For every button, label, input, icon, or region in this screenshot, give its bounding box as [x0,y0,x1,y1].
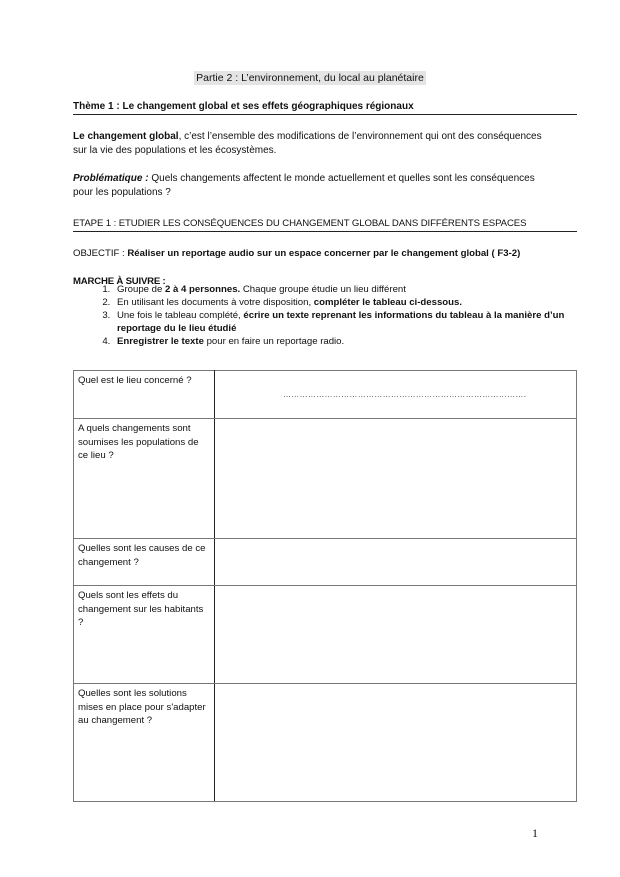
step-text: En utilisant les documents à votre disposition, [117,297,314,308]
page-number: 1 [532,826,538,840]
problematique-paragraph [73,172,553,200]
problematique-label: Problématique : [73,173,149,184]
theme-heading: Thème 1 : Le changement global et ses effets géographiques régionaux [73,101,577,115]
steps-list [73,283,593,348]
step-bold: Enregistrer le texte [117,336,204,347]
answer-cell[interactable] [215,539,577,586]
table-row [74,539,577,586]
step-item [113,335,593,348]
question-cell: Quelles sont les causes de ce changement ? [74,539,215,586]
answer-cell[interactable] [215,586,577,684]
step-text: pour en faire un reportage radio. [203,336,345,347]
step-item [113,309,593,335]
objectif-label: OBJECTIF : [73,248,128,259]
page-title-text: Partie 2 : L’environnement, du local au planétaire [196,72,424,84]
definition-term: Le changement global [73,131,179,142]
step-text: Groupe de [117,284,166,295]
problematique-text: Quels changements affectent le monde actuellement et quelles sont les conséquences pour les populations ? [73,173,535,198]
answer-cell[interactable] [215,371,577,419]
worksheet-table [73,370,577,802]
page-title [0,72,620,84]
marche-heading: MARCHE À SUIVRE : [73,276,166,287]
objectif-line [73,248,577,259]
table-row [74,419,577,539]
table-row [74,586,577,684]
question-cell: Quelles sont les solutions mises en place pour s'adapter au changement ? [74,684,215,802]
step-item [113,296,593,309]
step-text: Une fois le tableau complété, [117,310,244,321]
question-cell: Quel est le lieu concerné ? [74,371,215,419]
answer-dots: ……………………………………………………………………………. [283,390,527,399]
step-item [113,283,593,296]
step-bold: compléter le tableau ci-dessous. [313,297,463,308]
definition-text: , c’est l’ensemble des modifications de l’environnement qui ont des conséquences sur la vie des populations et les écosystèmes. [73,131,542,156]
table-row [74,371,577,419]
definition-paragraph [73,130,553,158]
answer-cell[interactable] [215,419,577,539]
question-cell: Quels sont les effets du changement sur les habitants ? [74,586,215,684]
table-row [74,684,577,802]
answer-cell[interactable] [215,684,577,802]
step-bold: écrire un texte reprenant les informations du tableau à la manière d’un reportage du le lieu étudié [117,310,565,334]
etape-heading: ETAPE 1 : ETUDIER LES CONSÉQUENCES DU CHANGEMENT GLOBAL DANS DIFFÉRENTS ESPACES [73,218,577,232]
step-text: Chaque groupe étudie un lieu différent [240,284,406,295]
question-cell: A quels changements sont soumises les populations de ce lieu ? [74,419,215,539]
objectif-text: Réaliser un reportage audio sur un espace concerner par le changement global ( F3-2) [127,248,521,259]
step-bold: 2 à 4 personnes. [165,284,241,295]
